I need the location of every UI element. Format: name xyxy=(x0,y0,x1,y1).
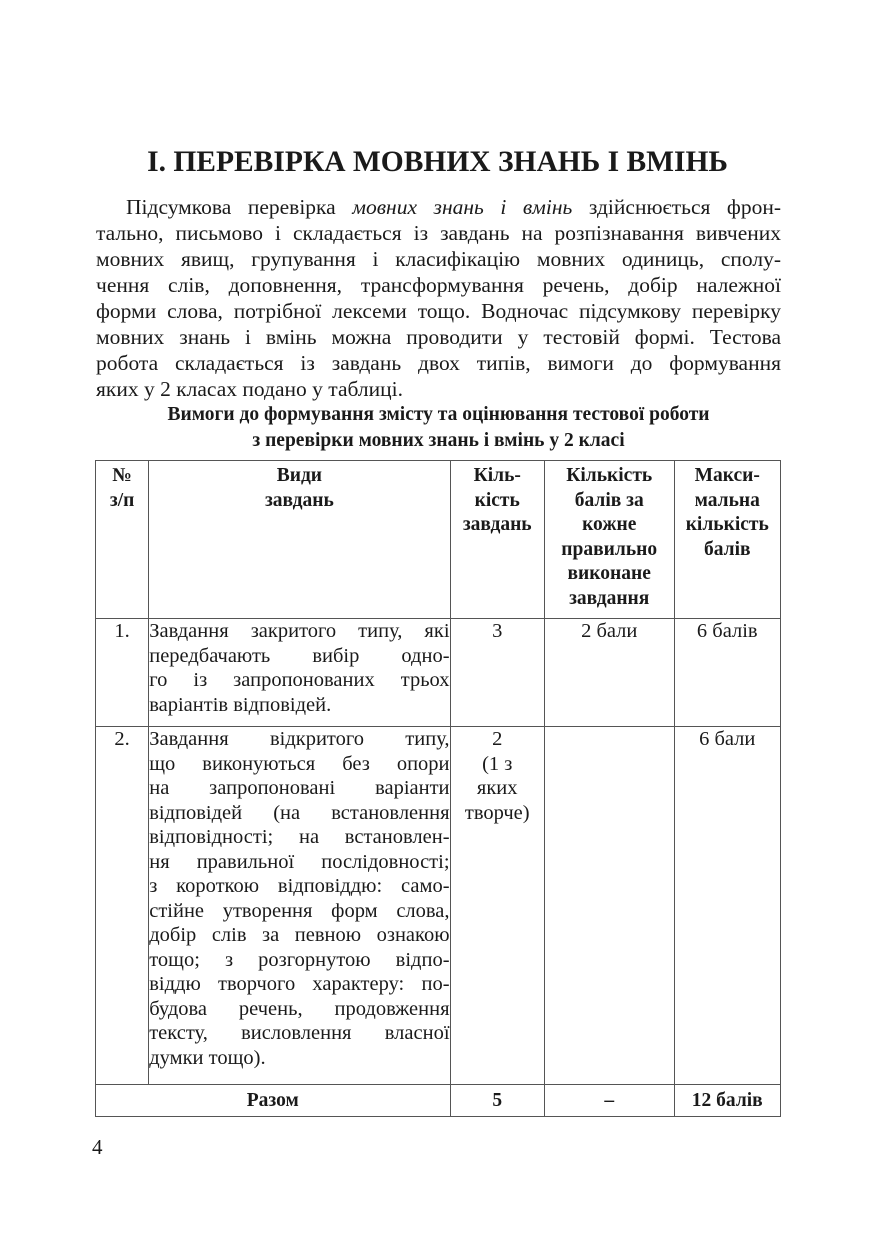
header-max-points: Макси- мальна кількість балів xyxy=(674,461,781,619)
intro-emphasis: мовних знань і вмінь xyxy=(352,195,573,219)
max-points: 6 балів xyxy=(674,619,781,727)
intro-line: робота складається із завдань двох типів, вимоги до формування xyxy=(96,351,781,375)
section-title: І. ПЕРЕВІРКА МОВНИХ ЗНАНЬ І ВМІНЬ xyxy=(147,146,728,178)
table-caption: Вимоги до формування змісту та оцінювання тестової роботи з перевірки мовних знань і вмінь у 2 класі xyxy=(167,404,710,451)
points-each xyxy=(544,727,674,1085)
table-row xyxy=(96,727,781,1085)
table-header-row xyxy=(96,461,781,619)
intro-line: Підсумкова перевірка мовних знань і вмінь здійснюється фрон- xyxy=(126,195,782,219)
intro-line: тально, письмово і складається із завдань на розпізнавання вивчених xyxy=(96,221,781,245)
total-count: 5 xyxy=(450,1085,544,1117)
intro-line: форми слова, потрібної лексеми тощо. Водночас підсумкову перевірку xyxy=(96,299,781,323)
total-max: 12 балів xyxy=(674,1085,781,1117)
task-count: 3 xyxy=(450,619,544,727)
total-label: Разом xyxy=(96,1085,451,1117)
header-num: № з/п xyxy=(96,461,149,619)
task-description: Завдання закритого типу, які передбачають вибір одно- го із запропонованих трьох варіантів відповідей. xyxy=(149,619,450,727)
intro-line: мовних явищ, групування і класифікацію мовних одиниць, сполу- xyxy=(96,247,781,271)
total-points-each: – xyxy=(544,1085,674,1117)
requirements-table xyxy=(95,460,781,1117)
page-number: 4 xyxy=(92,1135,103,1159)
task-description: Завдання відкритого типу, що виконуються без опори на запропоновані варіанти відповідей (на встановлення відповідності; на встановлен- ня правильної послідовності; з короткою відповіддю: само- стійне утворення форм слова, добір слів за певною ознакою тощо; з розгорнутою відпо- віддю творчого характеру: по- будова речень, продовження тексту, висловлення власної думки тощо). xyxy=(149,727,450,1085)
intro-line: чення слів, доповнення, трансформування речень, добір належної xyxy=(96,273,781,297)
row-number: 1. xyxy=(96,619,149,727)
table-row xyxy=(96,619,781,727)
header-points-each: Кількість балів за кожне правильно виконане завдання xyxy=(544,461,674,619)
intro-line: мовних знань і вмінь можна проводити у тестовій формі. Тестова xyxy=(96,325,781,349)
points-each: 2 бали xyxy=(544,619,674,727)
task-count: 2 (1 з яких творче) xyxy=(450,727,544,1085)
table-total-row xyxy=(96,1085,781,1117)
header-task-type: Види завдань xyxy=(149,461,450,619)
max-points: 6 бали xyxy=(674,727,781,1085)
row-number: 2. xyxy=(96,727,149,1085)
header-task-count: Кіль- кість завдань xyxy=(450,461,544,619)
intro-line: яких у 2 класах подано у таблиці. xyxy=(96,377,403,401)
intro-paragraph xyxy=(96,194,781,402)
